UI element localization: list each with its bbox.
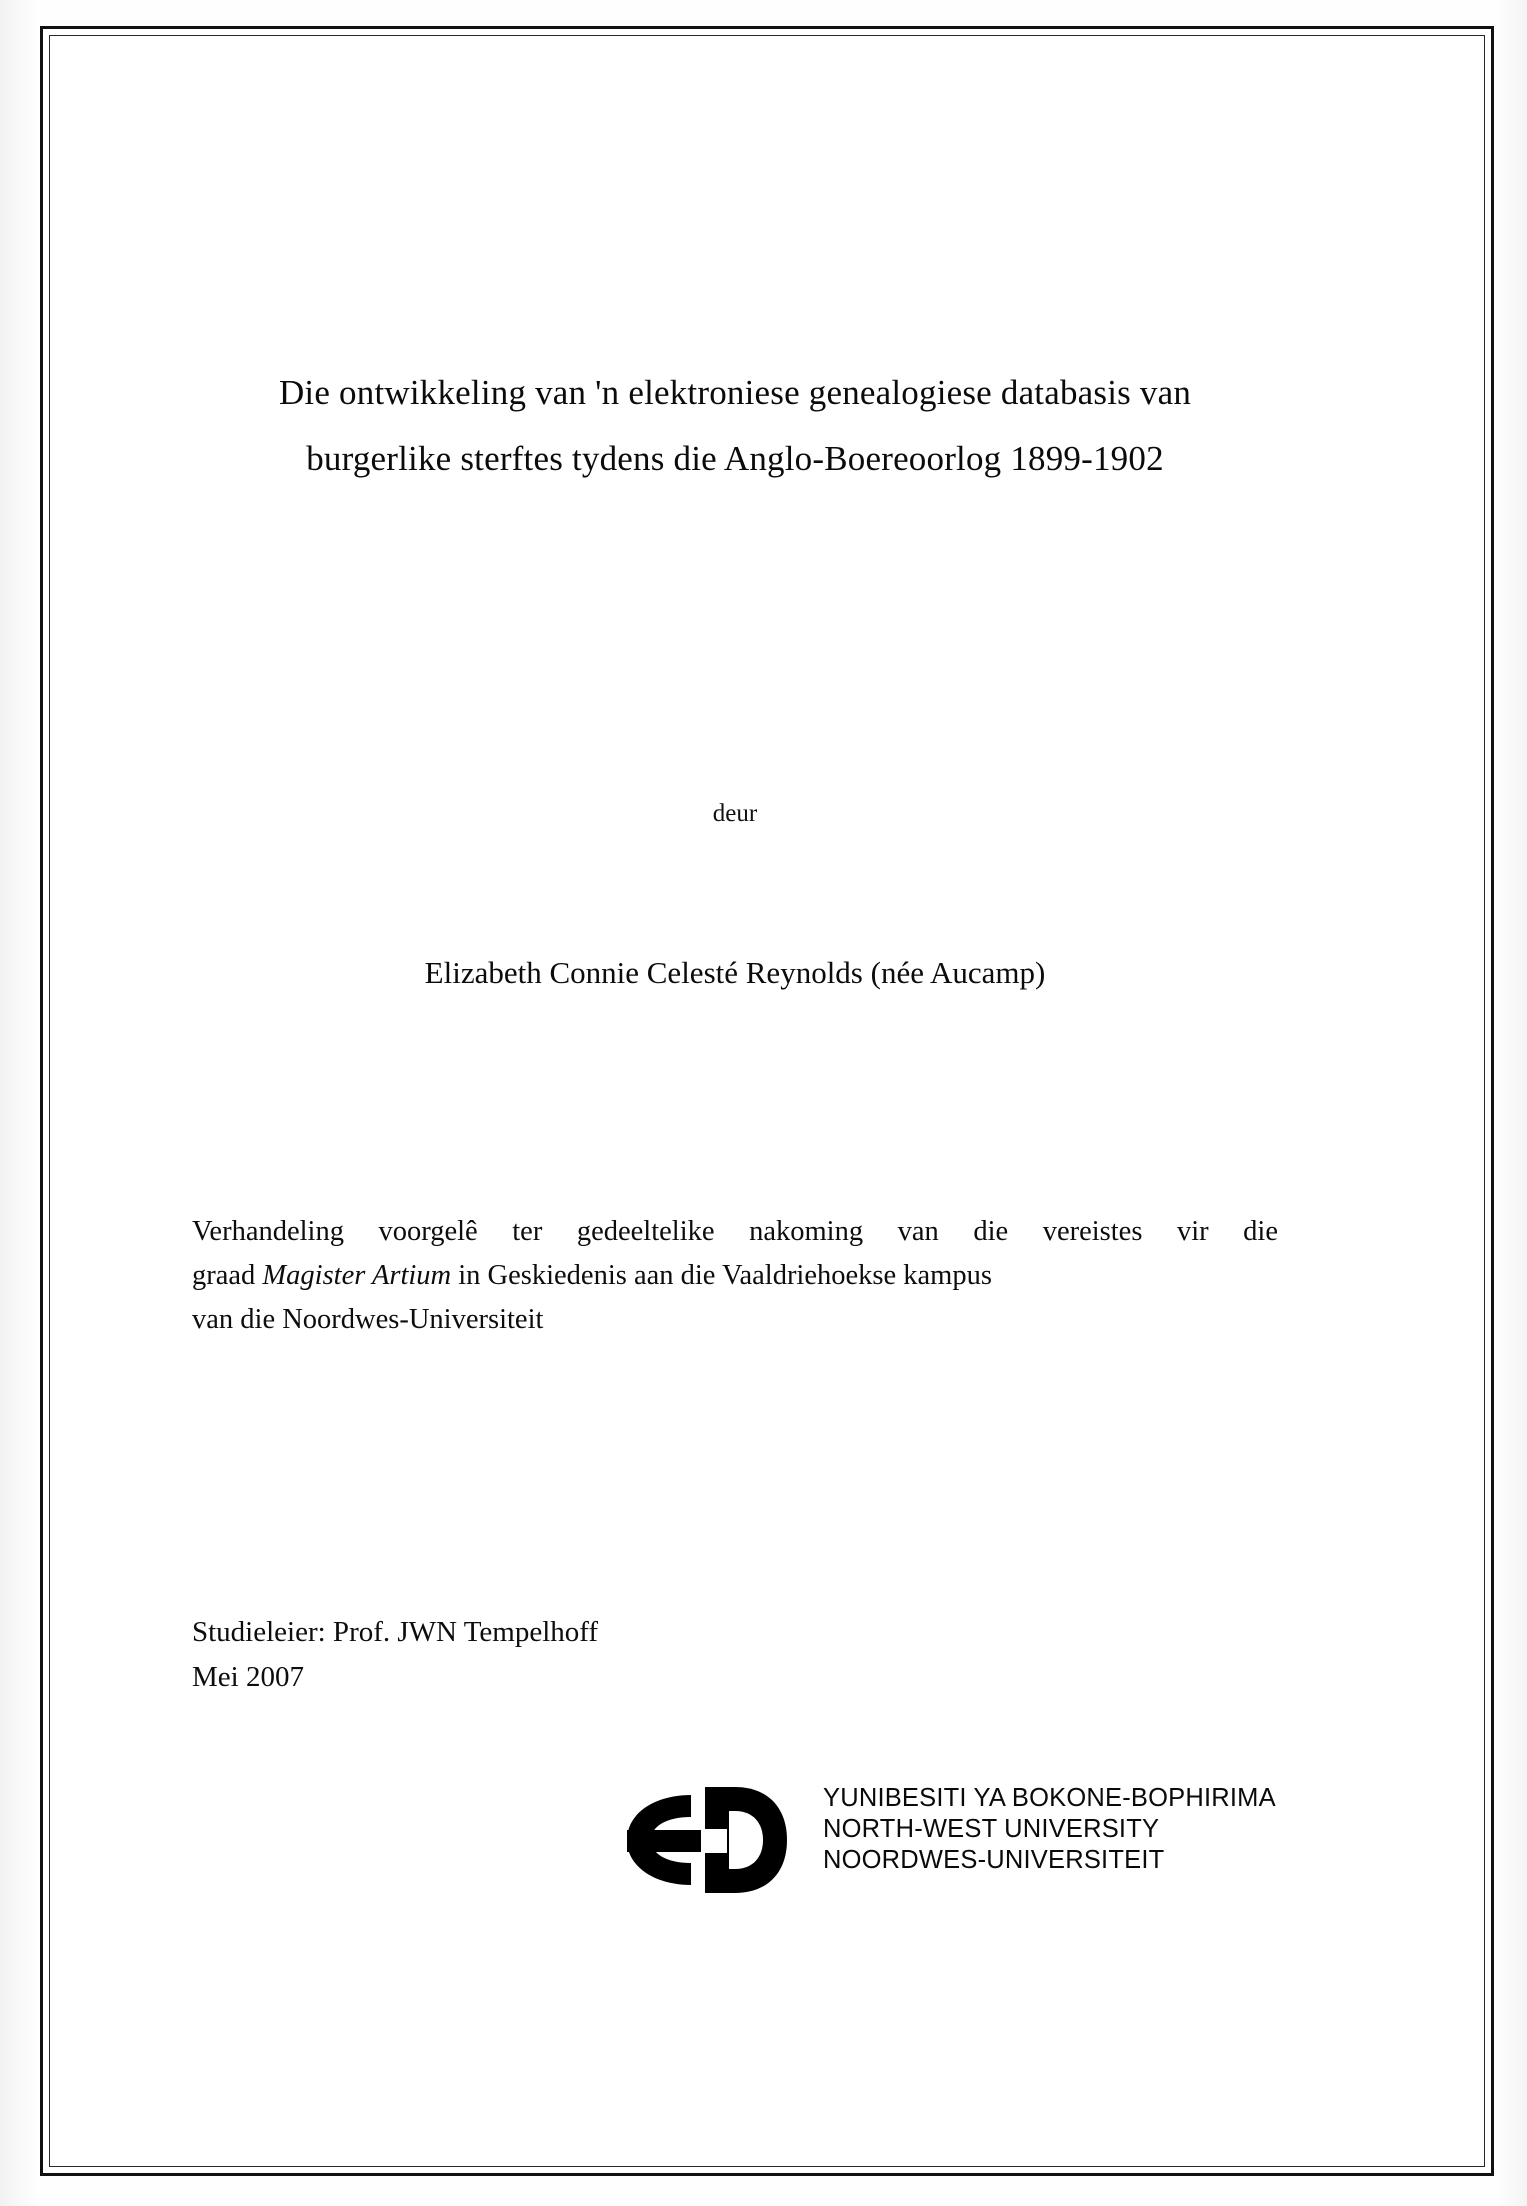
logo-line-english: NORTH-WEST UNIVERSITY: [823, 1815, 1160, 1843]
statement-line-2-pre: graad: [192, 1260, 263, 1291]
statement-line-1: Verhandeling voorgelê ter gedeeltelike nakoming van die vereistes vir die: [192, 1216, 1278, 1247]
by-label: deur: [712, 800, 758, 827]
north-west-university-logo-icon: [605, 1785, 805, 1895]
date-line: Mei 2007: [192, 1661, 304, 1693]
degree-statement: [192, 1210, 1278, 1342]
title-line-1: Die ontwikkeling van 'n elektroniese genealogiese databasis van: [278, 373, 1192, 412]
page-title: [145, 360, 1325, 492]
page-content: [145, 0, 1325, 2206]
university-logo-block: [475, 1775, 1276, 1915]
scan-left-gutter: [0, 0, 40, 2206]
scan-right-gutter: [1494, 0, 1527, 2206]
statement-line-2-post: in Geskiedenis aan die Vaaldriehoekse kampus: [451, 1260, 992, 1291]
author-name: Elizabeth Connie Celesté Reynolds (née Aucamp): [424, 955, 1046, 990]
logo-line-setswana: YUNIBESITI YA BOKONE-BOPHIRIMA: [823, 1784, 1276, 1812]
statement-line-2: [192, 1254, 1278, 1298]
logo-line-afrikaans: NOORDWES-UNIVERSITEIT: [823, 1846, 1165, 1874]
degree-name: Magister Artium: [262, 1260, 452, 1291]
statement-line-3: van die Noordwes-Universiteit: [192, 1304, 544, 1335]
university-logo-text: [823, 1783, 1343, 1876]
title-line-2: burgerlike sterftes tydens die Anglo-Boereoorlog 1899-1902: [306, 439, 1164, 478]
supervisor-block: [192, 1610, 1092, 1700]
supervisor-line: Studieleier: Prof. JWN Tempelhoff: [192, 1616, 599, 1648]
